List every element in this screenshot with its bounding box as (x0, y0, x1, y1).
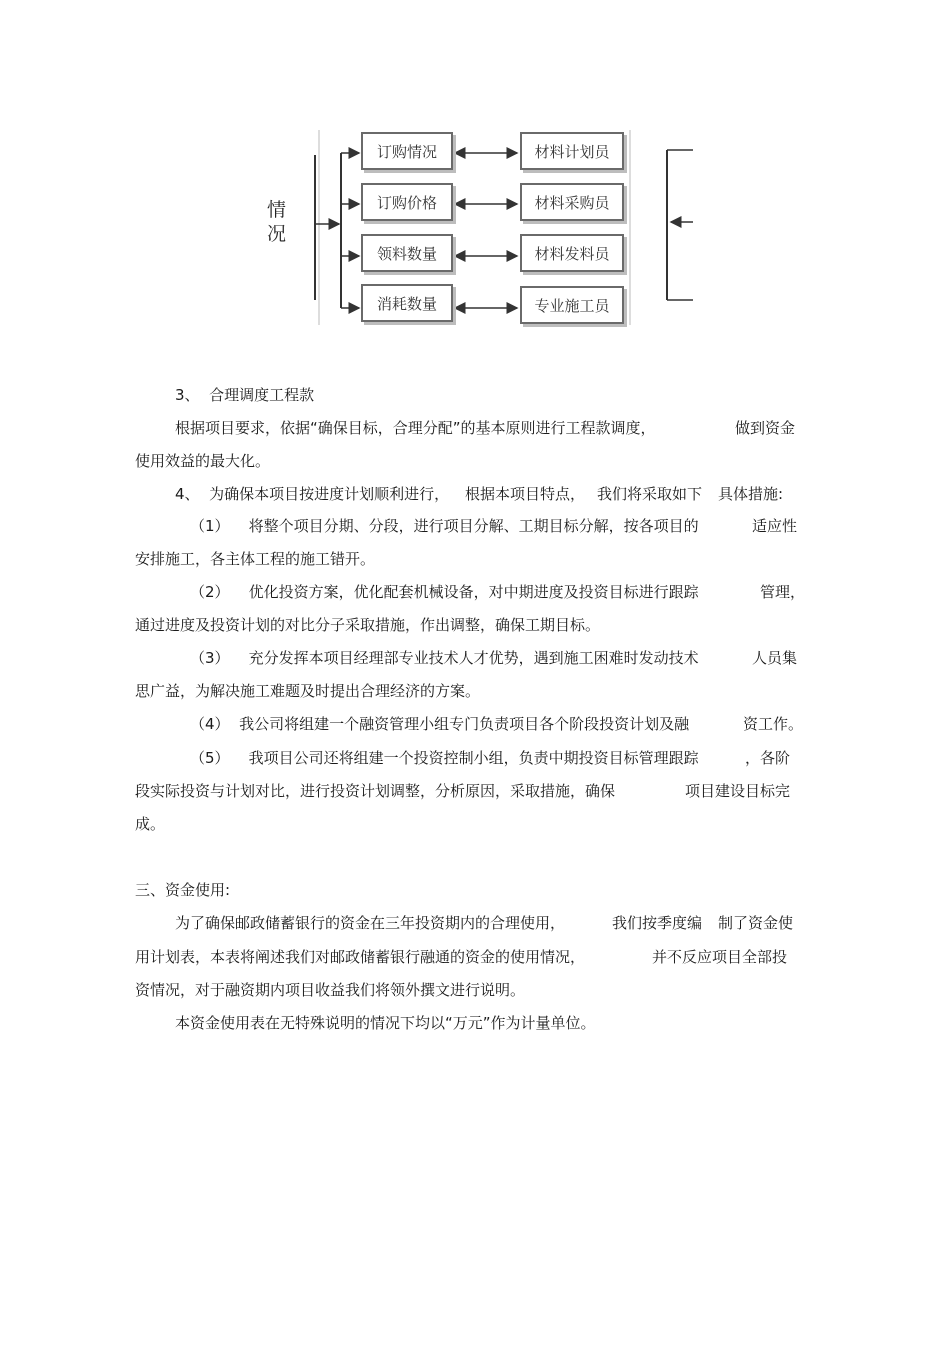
list-item: （2） 优化投资方案，优化配套机械设备，对中期进度及投资目标进行跟踪 (190, 583, 699, 601)
flow-diagram (255, 120, 705, 335)
side-label (267, 198, 286, 246)
list-item: 人员集 (752, 649, 798, 667)
list-item: 适应性 (752, 517, 798, 535)
paragraph-line: 制了资金使 (718, 914, 794, 932)
list-item: 思广益，为解决施工难题及时提出合理经济的方案。 (135, 682, 481, 700)
list-item: （4） 我公司将组建一个融资管理小组专门负责项目各个阶段投资计划及融 (190, 715, 690, 733)
box-left: 订购情况 (361, 132, 453, 170)
paragraph-line: 并不反应项目全部投 (652, 948, 788, 966)
paragraph-line: 4、 为确保本项目按进度计划顺利进行， (175, 485, 450, 503)
paragraph-line: 根据本项目特点， (465, 485, 586, 503)
list-item: 段实际投资与计划对比，进行投资计划调整，分析原因，采取措施，确保 (135, 782, 616, 800)
paragraph-line: 我们按季度编 (612, 914, 703, 932)
paragraph-line: 做到资金 (735, 419, 796, 437)
box-right: 专业施工员 (520, 286, 624, 324)
box-right: 材料计划员 (520, 132, 624, 170)
box-left: 领料数量 (361, 234, 453, 272)
box-left: 订购价格 (361, 183, 453, 221)
diagram-lines (255, 120, 705, 335)
section-heading: 三、资金使用: (135, 881, 231, 899)
paragraph-line: 资情况，对于融资期内项目收益我们将领外撰文进行说明。 (135, 981, 526, 999)
side-label-char: 况 (267, 223, 287, 245)
paragraph-line: 根据项目要求，依据“确保目标，合理分配”的基本原则进行工程款调度， (175, 419, 656, 437)
list-item: 安排施工，各主体工程的施工错开。 (135, 550, 376, 568)
list-item: （3） 充分发挥本项目经理部专业技术人才优势，遇到施工困难时发动技术 (190, 649, 699, 667)
section-heading: 3、 合理调度工程款 (175, 386, 315, 404)
list-item: 管理， (760, 583, 806, 601)
list-item: 通过进度及投资计划的对比分子采取措施，作出调整，确保工期目标。 (135, 616, 601, 634)
list-item: ，各阶 (745, 749, 791, 767)
box-left: 消耗数量 (361, 284, 453, 322)
paragraph-line: 为了确保邮政储蓄银行的资金在三年投资期内的合理使用， (175, 914, 566, 932)
side-label-char: 情 (267, 199, 287, 221)
box-right: 材料采购员 (520, 183, 624, 221)
list-item: （1） 将整个项目分期、分段，进行项目分解、工期目标分解，按各项目的 (190, 517, 699, 535)
paragraph-line: 具体措施: (718, 485, 784, 503)
paragraph-line: 用计划表，本表将阐述我们对邮政储蓄银行融通的资金的使用情况， (135, 948, 586, 966)
list-item: （5） 我项目公司还将组建一个投资控制小组，负责中期投资目标管理跟踪 (190, 749, 699, 767)
list-item: 成。 (135, 815, 166, 833)
list-item: 资工作。 (743, 715, 804, 733)
paragraph-line: 本资金使用表在无特殊说明的情况下均以“万元”作为计量单位。 (175, 1014, 596, 1032)
list-item: 项目建设目标完 (685, 782, 791, 800)
paragraph-line: 使用效益的最大化。 (135, 452, 271, 470)
box-right: 材料发料员 (520, 234, 624, 272)
paragraph-line: 我们将采取如下 (597, 485, 703, 503)
